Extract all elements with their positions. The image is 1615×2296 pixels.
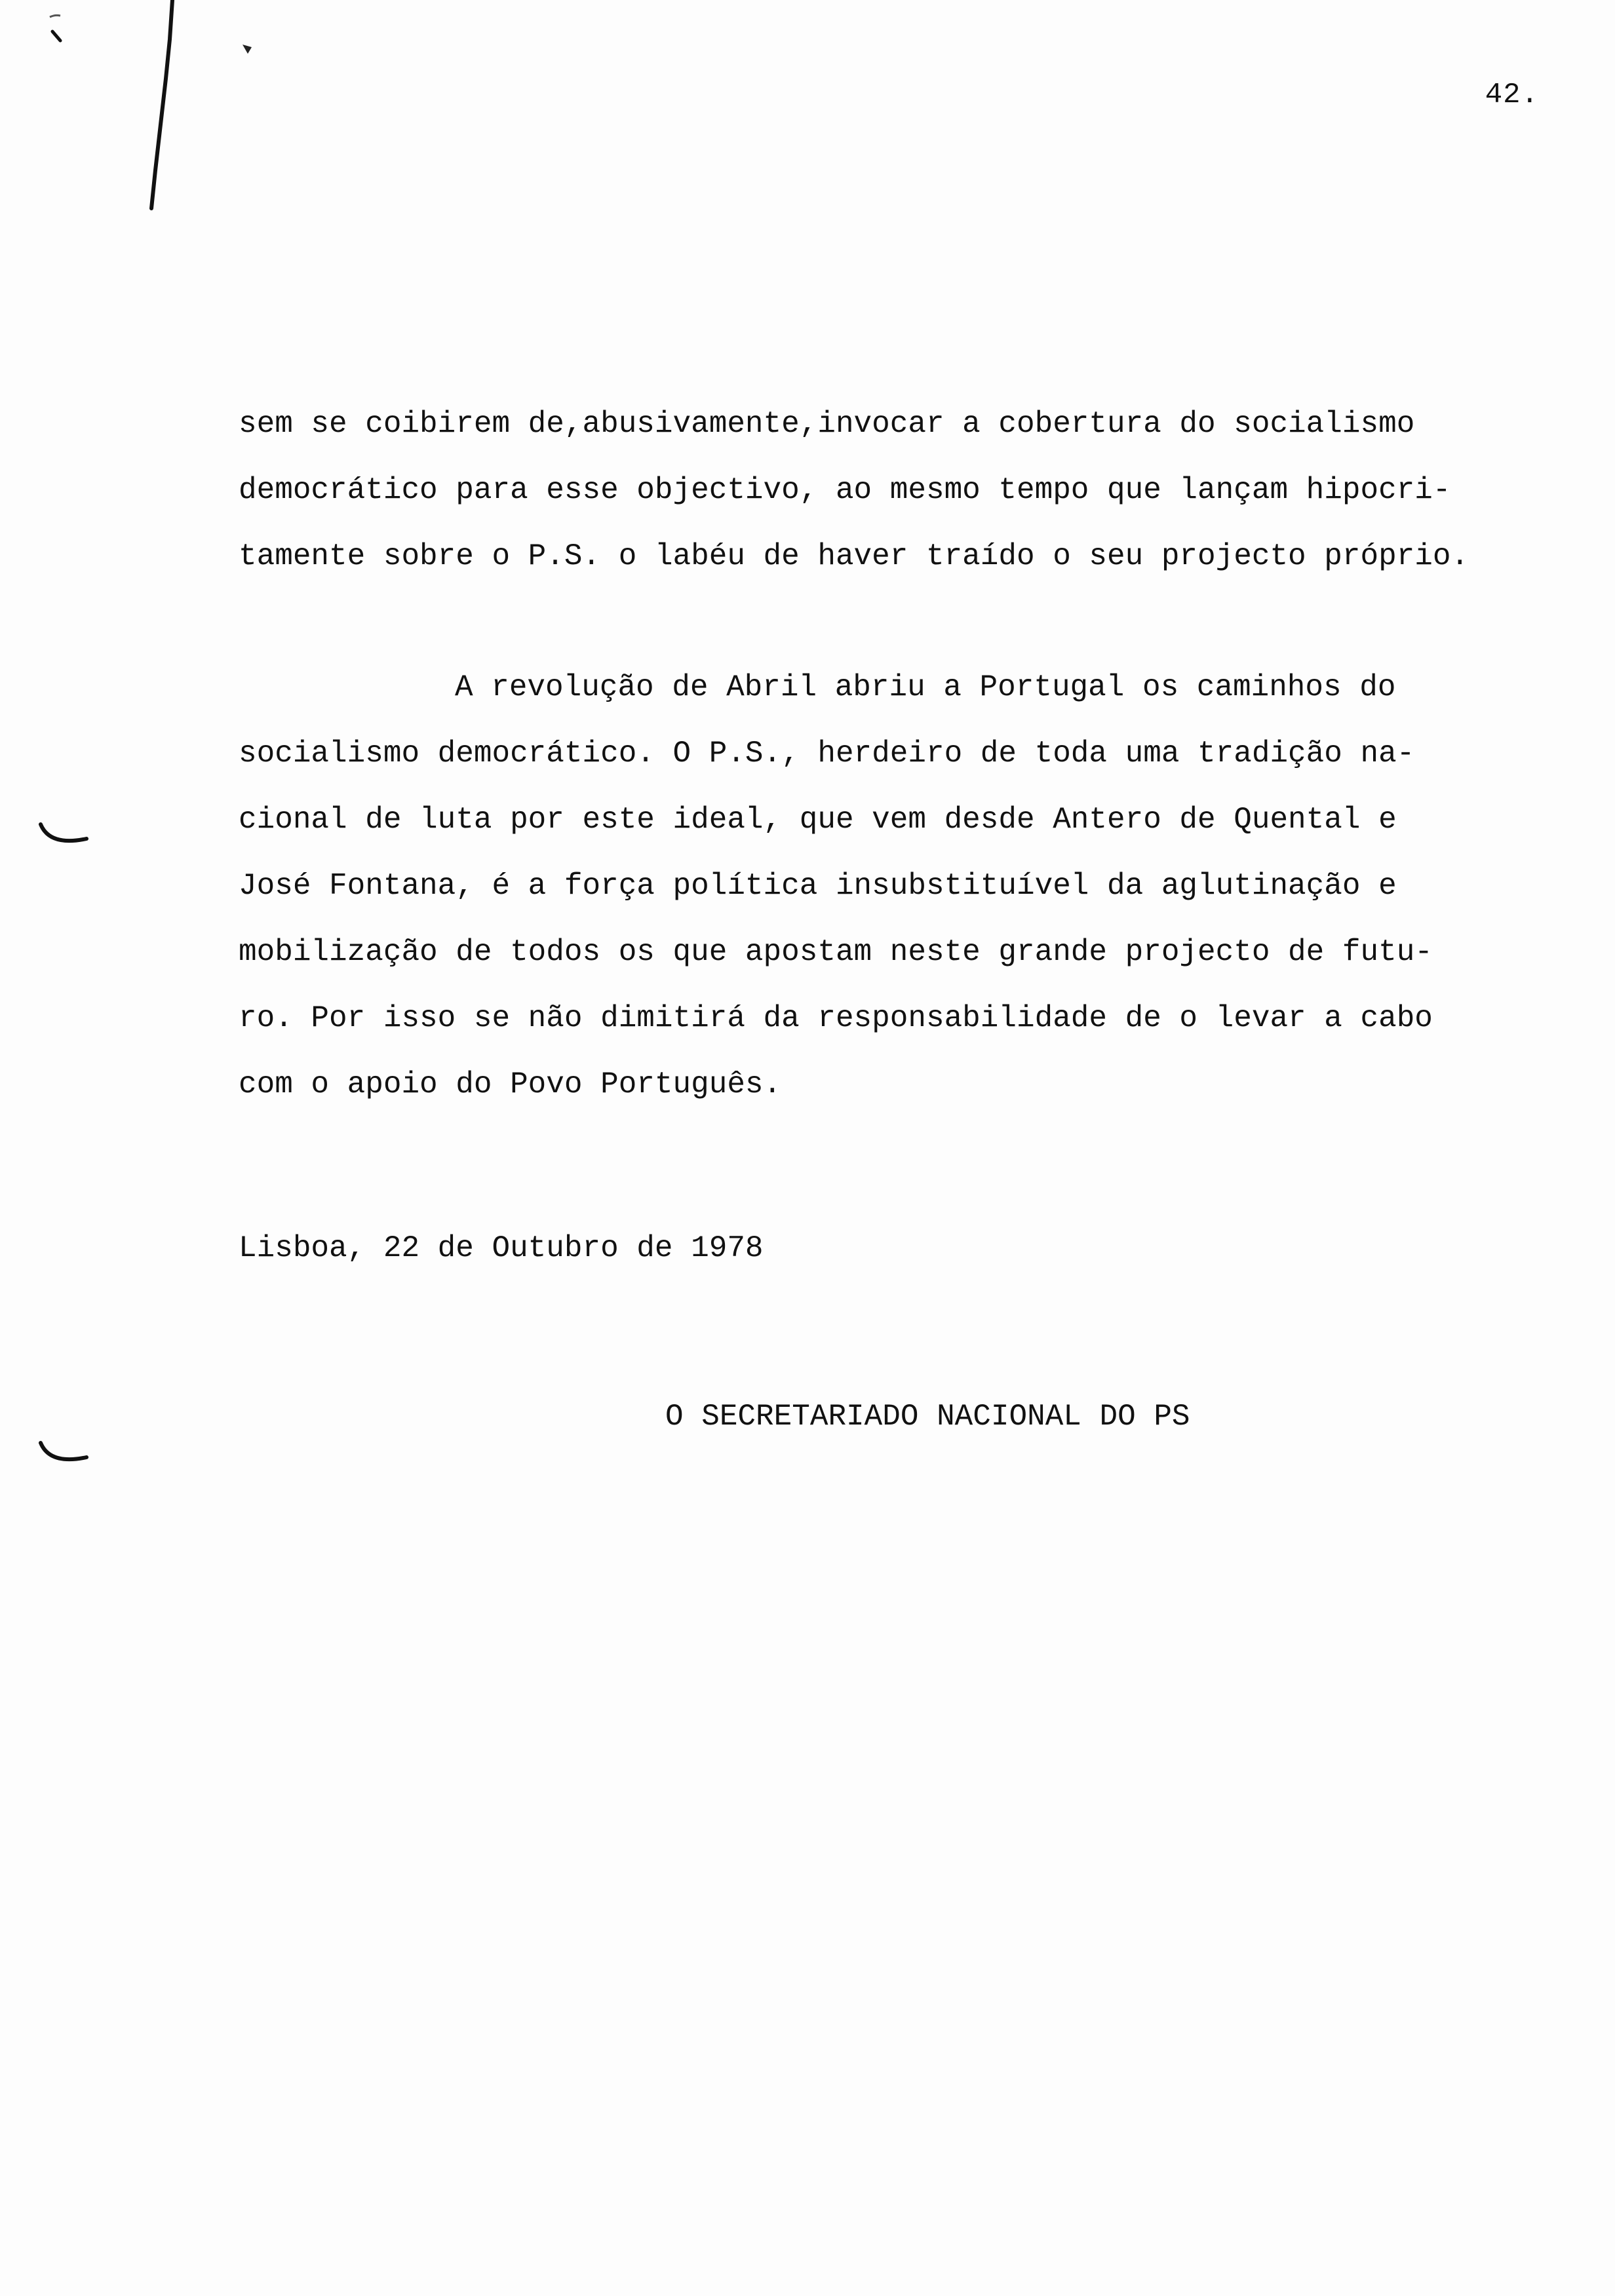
- text-line: mobilização de todos os que apostam neste grande projecto de futu-: [239, 935, 1433, 969]
- text-line: cional de luta por este ideal, que vem desde Antero de Quental e: [239, 803, 1397, 837]
- paragraph-closing: [239, 655, 1589, 1118]
- small-arrow-mark: [241, 43, 254, 56]
- text-line: democrático para esse objectivo, ao mesmo tempo que lançam hipocri-: [239, 473, 1451, 507]
- text-line: ro. Por isso se não dimitirá da responsabilidade de o levar a cabo: [239, 1001, 1433, 1035]
- signature-block: O SECRETARIADO NACIONAL DO PS: [665, 1400, 1190, 1434]
- page-number: 42.: [1485, 79, 1539, 111]
- paragraph-continuation: [239, 391, 1589, 590]
- corner-tick-mark: [46, 12, 72, 45]
- binder-curve-mark-lower: [38, 1439, 90, 1472]
- place-and-date: Lisboa, 22 de Outubro de 1978: [239, 1231, 764, 1265]
- text-line: José Fontana, é a força política insubstituível da aglutinação e: [239, 869, 1397, 903]
- text-line: sem se coibirem de,abusivamente,invocar a cobertura do socialismo: [239, 407, 1415, 441]
- text-line: tamente sobre o P.S. o labéu de haver traído o seu projecto próprio.: [239, 539, 1469, 573]
- binder-curve-mark-upper: [38, 820, 90, 853]
- text-line: A revolução de Abril abriu a Portugal os caminhos do: [455, 670, 1396, 704]
- text-line: com o apoio do Povo Português.: [239, 1067, 782, 1101]
- margin-pen-stroke: [141, 0, 180, 216]
- text-line: socialismo democrático. O P.S., herdeiro de toda uma tradição na-: [239, 737, 1415, 771]
